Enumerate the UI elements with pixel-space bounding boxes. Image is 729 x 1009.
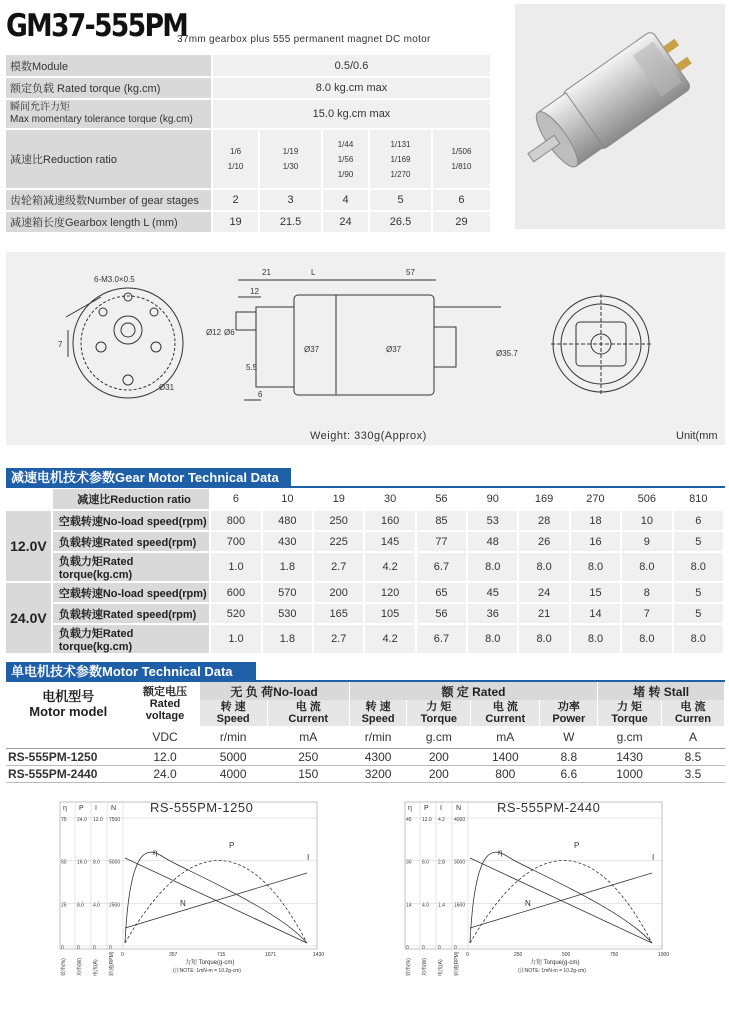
data-cell: 77 bbox=[416, 531, 467, 552]
data-cell: 4300 bbox=[349, 748, 407, 765]
sub-header: 力 矩 Torque bbox=[598, 700, 662, 726]
page-title: GM37-555PM bbox=[6, 8, 188, 44]
data-cell: 6.6 bbox=[540, 765, 598, 782]
tick-label: 75 bbox=[61, 817, 67, 823]
ratio-value: 506 bbox=[621, 489, 672, 510]
y-axis-label: 电流(A) bbox=[438, 959, 444, 976]
length-value: 26.5 bbox=[369, 211, 432, 233]
data-cell: 9 bbox=[621, 531, 672, 552]
y-axis-label: 效率(%) bbox=[61, 958, 67, 976]
data-cell: 250 bbox=[313, 510, 364, 531]
sub-header: 电 流 Current bbox=[267, 700, 349, 726]
tick-label: 12.0 bbox=[422, 817, 432, 823]
stages-label: 齿轮箱减速级数Number of gear stages bbox=[6, 189, 212, 211]
data-cell: 530 bbox=[262, 603, 313, 624]
row-label: 负载转速Rated speed(rpm) bbox=[52, 603, 210, 624]
unit-cell: W bbox=[540, 726, 598, 748]
front-view bbox=[66, 288, 183, 398]
curve-label: I bbox=[652, 853, 655, 862]
x-tick-label: 0 bbox=[121, 952, 124, 958]
conversion-note: (注NOTE: 1mN-m = 10.2g-cm) bbox=[173, 968, 241, 974]
x-axis-label: 力矩 Torque(g-cm) bbox=[530, 960, 580, 966]
data-cell: 3200 bbox=[349, 765, 407, 782]
data-cell: 105 bbox=[364, 603, 415, 624]
technical-drawing bbox=[6, 252, 725, 445]
axis-header: N bbox=[111, 805, 117, 812]
rated-torque-label: 额定负载 Rated torque (kg.cm) bbox=[6, 77, 212, 99]
ratio-value: 169 bbox=[518, 489, 569, 510]
unit-cell: mA bbox=[267, 726, 349, 748]
dim-holes: 6-M3.0×0.5 bbox=[94, 275, 135, 284]
data-cell: 5 bbox=[673, 531, 724, 552]
data-cell: 5 bbox=[673, 603, 724, 624]
tick-label: 0 bbox=[77, 945, 80, 951]
momentary-label-en: Max momentary tolerance torque (kg.cm) bbox=[10, 114, 193, 125]
motor-tech-header: 单电机技术参数Motor Technical Data bbox=[6, 662, 256, 681]
y-axis-label: 功率(W) bbox=[77, 957, 83, 976]
unit-cell: VDC bbox=[131, 726, 199, 748]
axis-header: I bbox=[440, 805, 442, 812]
data-cell: 700 bbox=[210, 531, 261, 552]
tick-label: 0 bbox=[93, 945, 96, 951]
data-cell: 21 bbox=[518, 603, 569, 624]
data-cell: 36 bbox=[467, 603, 518, 624]
reduction-label: 减速比Reduction ratio bbox=[6, 129, 212, 189]
data-cell: 10 bbox=[621, 510, 672, 531]
data-cell: 5000 bbox=[199, 748, 267, 765]
voltage-label: 12.0V bbox=[6, 510, 52, 582]
tick-label: 8.0 bbox=[93, 859, 100, 866]
x-tick-label: 357 bbox=[169, 952, 178, 958]
gear-tech-divider bbox=[6, 486, 725, 488]
unit-label: Unit(mm bbox=[676, 430, 718, 442]
data-cell: 8.0 bbox=[673, 624, 724, 654]
dim-21: 21 bbox=[262, 268, 271, 277]
data-cell: 6.7 bbox=[416, 624, 467, 654]
x-axis-label: 力矩 Torque(g-cm) bbox=[185, 960, 235, 966]
momentary-label-cn: 瞬间允许力矩 bbox=[10, 102, 70, 113]
row-label: 负载转速Rated speed(rpm) bbox=[52, 531, 210, 552]
tick-label: 0 bbox=[61, 945, 64, 951]
sub-header: 电 流 Curren bbox=[661, 700, 724, 726]
data-cell: 2.7 bbox=[313, 624, 364, 654]
data-cell: 24.0 bbox=[131, 765, 199, 782]
y-axis-label: 转速(RPM) bbox=[109, 951, 115, 976]
conversion-note: (注NOTE: 1mN-m = 10.2g-cm) bbox=[518, 968, 586, 974]
ratio-value: 56 bbox=[416, 489, 467, 510]
length-value: 21.5 bbox=[259, 211, 322, 233]
data-cell: 48 bbox=[467, 531, 518, 552]
data-cell: 4.2 bbox=[364, 552, 415, 582]
sub-header: 电 流 Current bbox=[471, 700, 540, 726]
dim-5-5: 5.5 bbox=[246, 363, 258, 372]
dim-phi6: Ø6 bbox=[224, 328, 235, 337]
data-cell: 200 bbox=[407, 748, 471, 765]
ratio-value: 19 bbox=[313, 489, 364, 510]
data-cell: 8.0 bbox=[467, 624, 518, 654]
x-tick-label: 500 bbox=[562, 952, 571, 958]
data-cell: 1430 bbox=[598, 748, 662, 765]
data-cell: 200 bbox=[313, 582, 364, 603]
data-cell: 8.0 bbox=[570, 624, 621, 654]
tick-label: 5000 bbox=[109, 859, 121, 866]
axis-header: η bbox=[63, 805, 67, 812]
x-tick-label: 0 bbox=[466, 952, 469, 958]
motor-tech-table bbox=[6, 682, 725, 783]
sub-header: 功率 Power bbox=[540, 700, 598, 726]
sub-header: 转 速 Speed bbox=[199, 700, 267, 726]
axis-header: η bbox=[408, 805, 412, 812]
data-cell: 250 bbox=[267, 748, 349, 765]
dim-12: 12 bbox=[250, 287, 259, 296]
tick-label: 0 bbox=[454, 945, 457, 951]
dim-57: 57 bbox=[406, 268, 415, 277]
tick-label: 4000 bbox=[454, 817, 466, 823]
tick-label: 30 bbox=[406, 859, 412, 866]
axis-header: N bbox=[456, 805, 462, 812]
unit-cell: g.cm bbox=[407, 726, 471, 748]
tick-label: 4.2 bbox=[438, 817, 445, 823]
ratio-value: 90 bbox=[467, 489, 518, 510]
data-cell: 8.0 bbox=[673, 552, 724, 582]
gear-tech-table bbox=[6, 489, 725, 655]
axis-header: P bbox=[79, 805, 84, 812]
data-cell: 65 bbox=[416, 582, 467, 603]
tick-label: 1600 bbox=[454, 902, 466, 909]
rated-header: 额 定 Rated bbox=[349, 682, 598, 700]
data-cell: 53 bbox=[467, 510, 518, 531]
product-photo bbox=[515, 4, 725, 229]
tick-label: 12.0 bbox=[93, 817, 103, 823]
ratio-value: 6 bbox=[210, 489, 261, 510]
stage-value: 3 bbox=[259, 189, 322, 211]
x-tick-label: 715 bbox=[217, 952, 226, 958]
curve-label: N bbox=[180, 899, 186, 908]
dim-L: L bbox=[311, 268, 316, 277]
ratio-value: 810 bbox=[673, 489, 724, 510]
tick-label: 0 bbox=[406, 945, 409, 951]
performance-curve-2440 bbox=[400, 798, 675, 1008]
dimension-drawing bbox=[6, 252, 725, 445]
reduction-group-5: 1/506 1/810 bbox=[432, 129, 491, 189]
data-cell: 200 bbox=[407, 765, 471, 782]
length-label: 减速箱长度Gearbox length L (mm) bbox=[6, 211, 212, 233]
curve-label: P bbox=[574, 841, 580, 850]
unit-cell: r/min bbox=[349, 726, 407, 748]
tick-label: 25 bbox=[61, 902, 67, 909]
model-header: 电机型号 Motor model bbox=[6, 682, 131, 726]
data-cell: 8.0 bbox=[621, 624, 672, 654]
row-label: 负载力矩Rated torque(kg.cm) bbox=[52, 552, 210, 582]
tick-label: 4.0 bbox=[93, 902, 100, 909]
data-cell: 26 bbox=[518, 531, 569, 552]
noload-header: 无 负 荷No-load bbox=[199, 682, 349, 700]
data-cell: 800 bbox=[471, 765, 540, 782]
data-cell: 8.0 bbox=[621, 552, 672, 582]
tick-label: 0 bbox=[109, 945, 112, 951]
y-axis-label: 转速(RPM) bbox=[454, 951, 460, 976]
unit-blank bbox=[6, 726, 131, 748]
data-cell: 225 bbox=[313, 531, 364, 552]
data-cell: 1000 bbox=[598, 765, 662, 782]
data-cell: 165 bbox=[313, 603, 364, 624]
tick-label: 2500 bbox=[109, 902, 121, 909]
reduction-group-4: 1/131 1/169 1/270 bbox=[369, 129, 432, 189]
data-cell: 1.8 bbox=[262, 552, 313, 582]
tick-label: 0 bbox=[438, 945, 441, 951]
data-cell: 8.0 bbox=[518, 552, 569, 582]
y-axis-label: 功率(W) bbox=[422, 957, 428, 976]
x-tick-label: 1071 bbox=[265, 952, 277, 958]
curve-label: η bbox=[153, 848, 158, 857]
dim-phi37b: Ø37 bbox=[386, 345, 402, 354]
data-cell: 14 bbox=[570, 603, 621, 624]
model-name: RS-555PM-1250 bbox=[6, 748, 131, 765]
data-cell: 85 bbox=[416, 510, 467, 531]
data-cell: 12.0 bbox=[131, 748, 199, 765]
length-value: 19 bbox=[212, 211, 259, 233]
data-cell: 6.7 bbox=[416, 552, 467, 582]
rear-view bbox=[551, 294, 651, 394]
unit-cell: g.cm bbox=[598, 726, 662, 748]
y-axis-label: 电流(A) bbox=[93, 959, 99, 976]
data-cell: 56 bbox=[416, 603, 467, 624]
data-cell: 1.0 bbox=[210, 624, 261, 654]
curve-label: I bbox=[307, 853, 310, 862]
curve-label: P bbox=[229, 841, 235, 850]
ratio-value: 270 bbox=[570, 489, 621, 510]
row-label: 空载转速No-load speed(rpm) bbox=[52, 510, 210, 531]
chart-frame bbox=[60, 802, 317, 949]
tick-label: 24.0 bbox=[77, 817, 87, 823]
data-cell: 4.2 bbox=[364, 624, 415, 654]
data-cell: 150 bbox=[267, 765, 349, 782]
gear-motor-illustration bbox=[515, 4, 725, 229]
tick-label: 16.0 bbox=[77, 859, 87, 866]
module-label: 模数Module bbox=[6, 55, 212, 77]
sub-header: 转 速 Speed bbox=[349, 700, 407, 726]
data-cell: 8.0 bbox=[467, 552, 518, 582]
efficiency-curve bbox=[125, 852, 310, 943]
unit-cell: r/min bbox=[199, 726, 267, 748]
dim-phi35-7: Ø35.7 bbox=[496, 349, 518, 358]
data-cell: 8.0 bbox=[518, 624, 569, 654]
data-cell: 800 bbox=[210, 510, 261, 531]
data-cell: 8.8 bbox=[540, 748, 598, 765]
data-cell: 2.7 bbox=[313, 552, 364, 582]
y-axis-label: 效率(%) bbox=[406, 958, 412, 976]
gear-tech-header: 减速电机技术参数Gear Motor Technical Data bbox=[6, 468, 291, 487]
x-tick-label: 750 bbox=[610, 952, 619, 958]
curve-title-1: RS-555PM-1250 bbox=[150, 800, 254, 815]
tick-label: 45 bbox=[406, 817, 412, 823]
dim-phi37a: Ø37 bbox=[304, 345, 320, 354]
unit-cell: A bbox=[661, 726, 724, 748]
tick-label: 0 bbox=[422, 945, 425, 951]
dim-seven: 7 bbox=[58, 340, 63, 349]
dim-d31: Ø31 bbox=[159, 383, 175, 392]
data-cell: 4000 bbox=[199, 765, 267, 782]
data-cell: 8.5 bbox=[661, 748, 724, 765]
tick-label: 3000 bbox=[454, 859, 466, 866]
stall-header: 堵 转 Stall bbox=[598, 682, 725, 700]
data-cell: 1.8 bbox=[262, 624, 313, 654]
dim-6: 6 bbox=[258, 390, 263, 399]
data-cell: 5 bbox=[673, 582, 724, 603]
curve-label: η bbox=[498, 848, 503, 857]
ratio-label: 减速比Reduction ratio bbox=[52, 489, 210, 510]
x-tick-label: 1430 bbox=[313, 952, 325, 958]
unit-cell: mA bbox=[471, 726, 540, 748]
data-cell: 7 bbox=[621, 603, 672, 624]
axis-header: I bbox=[95, 805, 97, 812]
length-value: 24 bbox=[322, 211, 369, 233]
data-cell: 430 bbox=[262, 531, 313, 552]
momentary-label bbox=[6, 99, 212, 129]
data-cell: 18 bbox=[570, 510, 621, 531]
data-cell: 480 bbox=[262, 510, 313, 531]
data-cell: 8 bbox=[621, 582, 672, 603]
ratio-blank bbox=[6, 489, 52, 510]
spec-table bbox=[6, 55, 492, 234]
module-value: 0.5/0.6 bbox=[212, 55, 491, 77]
data-cell: 570 bbox=[262, 582, 313, 603]
tick-label: 50 bbox=[61, 859, 67, 866]
sub-header: 力 矩 Torque bbox=[407, 700, 471, 726]
data-cell: 1.0 bbox=[210, 552, 261, 582]
tick-label: 8.0 bbox=[422, 859, 429, 866]
voltage-header: 额定电压 Rated voltage bbox=[131, 682, 199, 726]
data-cell: 520 bbox=[210, 603, 261, 624]
data-cell: 16 bbox=[570, 531, 621, 552]
side-view bbox=[236, 280, 501, 400]
momentary-value: 15.0 kg.cm max bbox=[212, 99, 491, 129]
tick-label: 1.4 bbox=[438, 902, 445, 909]
reduction-group-2: 1/19 1/30 bbox=[259, 129, 322, 189]
data-cell: 6 bbox=[673, 510, 724, 531]
page-subtitle: 37mm gearbox plus 555 permanent magnet DC motor bbox=[177, 34, 431, 45]
ratio-value: 30 bbox=[364, 489, 415, 510]
tick-label: 2.8 bbox=[438, 859, 445, 866]
stage-value: 6 bbox=[432, 189, 491, 211]
axis-header: P bbox=[424, 805, 429, 812]
voltage-label: 24.0V bbox=[6, 582, 52, 654]
row-label: 负载力矩Rated torque(kg.cm) bbox=[52, 624, 210, 654]
data-cell: 160 bbox=[364, 510, 415, 531]
data-cell: 145 bbox=[364, 531, 415, 552]
curve-title-2: RS-555PM-2440 bbox=[497, 800, 601, 815]
tick-label: 7500 bbox=[109, 817, 121, 823]
reduction-group-1: 1/6 1/10 bbox=[212, 129, 259, 189]
performance-curve-1250 bbox=[55, 798, 330, 1008]
data-cell: 28 bbox=[518, 510, 569, 531]
data-cell: 120 bbox=[364, 582, 415, 603]
curve-label: N bbox=[525, 899, 531, 908]
stage-value: 5 bbox=[369, 189, 432, 211]
data-cell: 24 bbox=[518, 582, 569, 603]
tick-label: 8.0 bbox=[77, 902, 84, 909]
tick-label: 14 bbox=[406, 902, 412, 909]
model-name: RS-555PM-2440 bbox=[6, 765, 131, 782]
efficiency-curve bbox=[470, 852, 655, 943]
tick-label: 4.0 bbox=[422, 902, 429, 909]
stage-value: 2 bbox=[212, 189, 259, 211]
data-cell: 600 bbox=[210, 582, 261, 603]
data-cell: 45 bbox=[467, 582, 518, 603]
rated-torque-value: 8.0 kg.cm max bbox=[212, 77, 491, 99]
reduction-group-3: 1/44 1/56 1/90 bbox=[322, 129, 369, 189]
chart-frame bbox=[405, 802, 662, 949]
dim-phi12: Ø12 bbox=[206, 328, 222, 337]
ratio-value: 10 bbox=[262, 489, 313, 510]
data-cell: 8.0 bbox=[570, 552, 621, 582]
x-tick-label: 1000 bbox=[658, 952, 670, 958]
stage-value: 4 bbox=[322, 189, 369, 211]
data-cell: 1400 bbox=[471, 748, 540, 765]
x-tick-label: 250 bbox=[514, 952, 523, 958]
data-cell: 3.5 bbox=[661, 765, 724, 782]
weight-label: Weight: 330g(Approx) bbox=[310, 430, 427, 442]
length-value: 29 bbox=[432, 211, 491, 233]
row-label: 空载转速No-load speed(rpm) bbox=[52, 582, 210, 603]
data-cell: 15 bbox=[570, 582, 621, 603]
